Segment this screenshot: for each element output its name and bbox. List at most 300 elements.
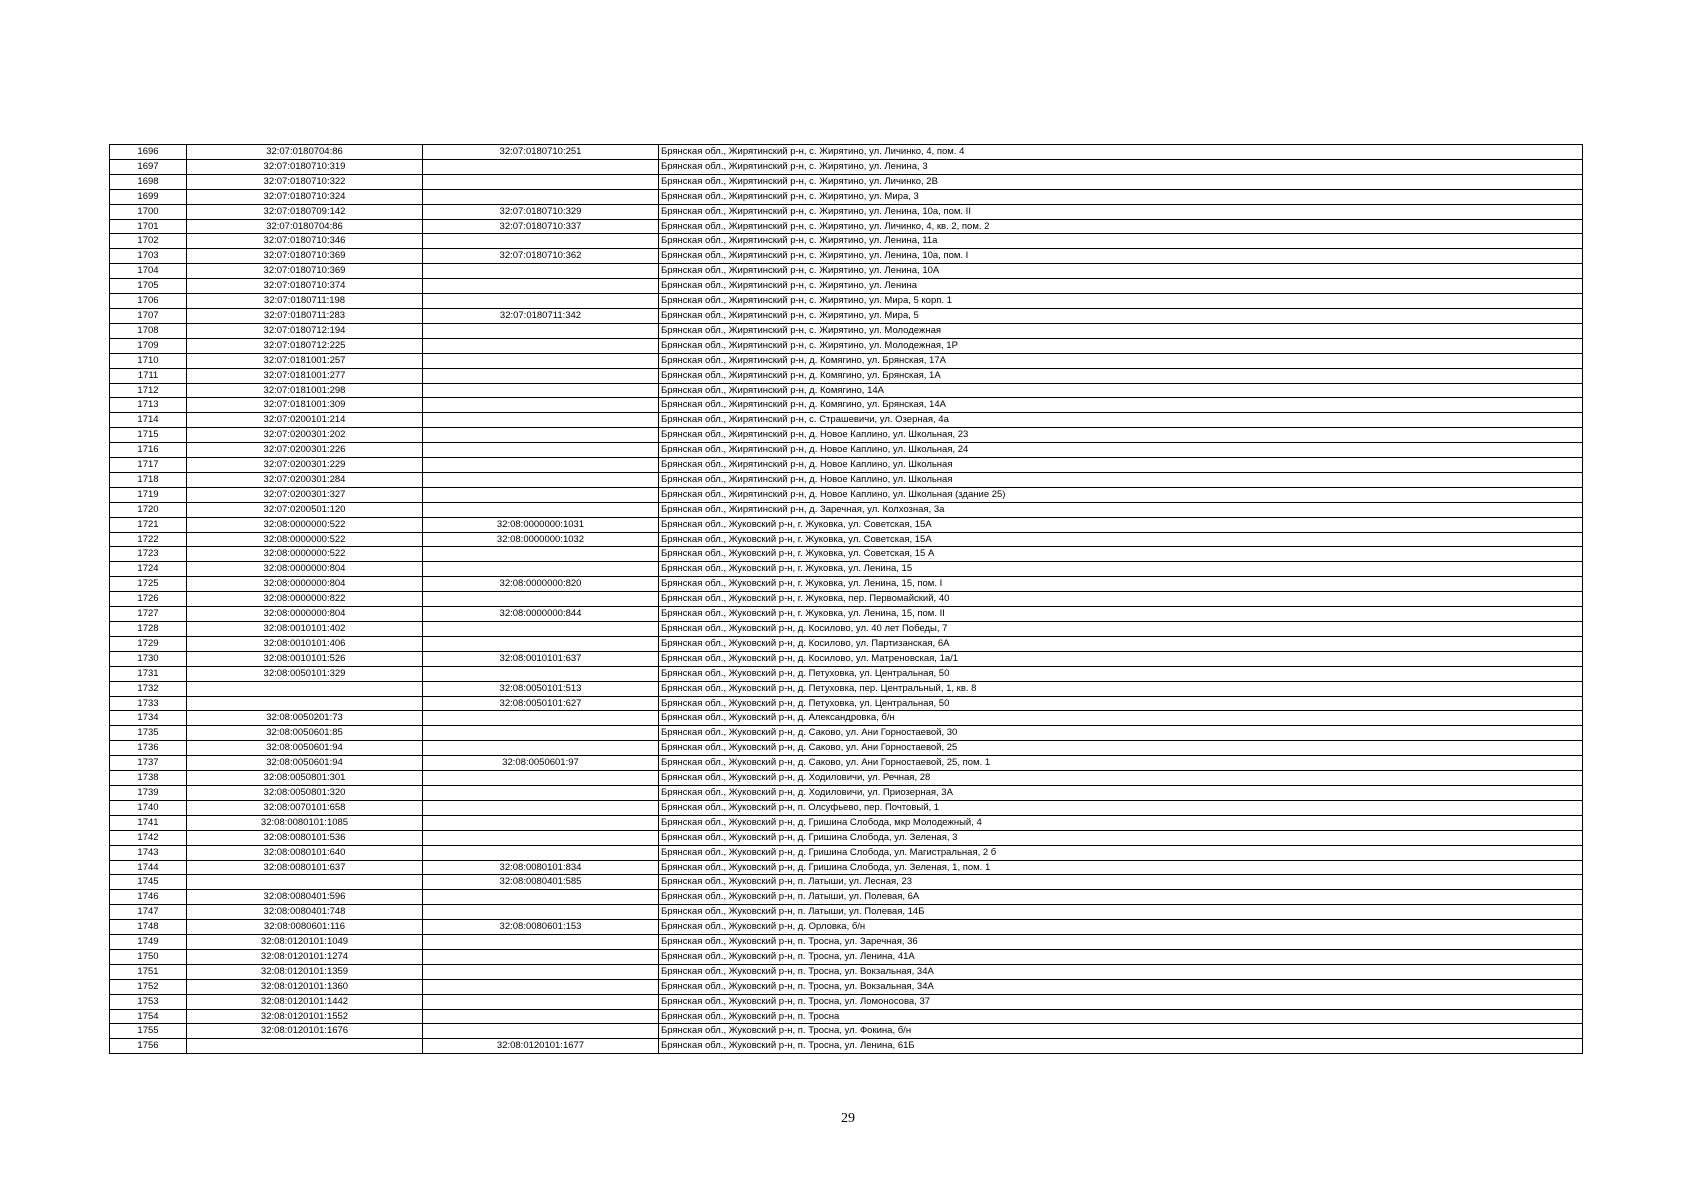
linked-cadastral-number-cell [423, 487, 659, 502]
cadastral-number-cell: 32:08:0000000:804 [187, 577, 423, 592]
table-row [110, 547, 1583, 562]
row-number-cell: 1721 [110, 517, 187, 532]
table-row [110, 1039, 1583, 1054]
table-row [110, 383, 1583, 398]
address-cell: Брянская обл., Жуковский р-н, д. Гришина Слобода, ул. Зеленая, 1, пом. 1 [659, 860, 1583, 875]
address-cell: Брянская обл., Жуковский р-н, п. Латыши, ул. Лесная, 23 [659, 875, 1583, 890]
address-cell: Брянская обл., Жуковский р-н, д. Ходиловичи, ул. Приозерная, 3А [659, 785, 1583, 800]
row-number-cell: 1742 [110, 830, 187, 845]
linked-cadastral-number-cell [423, 338, 659, 353]
cadastral-number-cell: 32:07:0180710:369 [187, 249, 423, 264]
linked-cadastral-number-cell [423, 294, 659, 309]
address-cell: Брянская обл., Жуковский р-н, д. Ходиловичи, ул. Речная, 28 [659, 771, 1583, 786]
address-cell: Брянская обл., Жирятинский р-н, с. Жирятино, ул. Мира, 5 [659, 308, 1583, 323]
cadastral-number-cell: 32:07:0180710:319 [187, 159, 423, 174]
row-number-cell: 1724 [110, 562, 187, 577]
address-cell: Брянская обл., Жирятинский р-н, с. Жирятино, ул. Личинко, 4, пом. 4 [659, 145, 1583, 160]
cadastral-number-cell: 32:07:0180710:369 [187, 264, 423, 279]
linked-cadastral-number-cell [423, 785, 659, 800]
address-cell: Брянская обл., Жуковский р-н, п. Тросна, ул. Ленина, 61Б [659, 1039, 1583, 1054]
cadastral-number-cell: 32:08:0080101:637 [187, 860, 423, 875]
row-number-cell: 1701 [110, 219, 187, 234]
cadastral-number-cell: 32:08:0120101:1360 [187, 979, 423, 994]
row-number-cell: 1735 [110, 726, 187, 741]
cadastral-number-cell: 32:08:0000000:522 [187, 517, 423, 532]
table-row [110, 994, 1583, 1009]
row-number-cell: 1712 [110, 383, 187, 398]
row-number-cell: 1744 [110, 860, 187, 875]
linked-cadastral-number-cell [423, 279, 659, 294]
cadastral-number-cell: 32:08:0120101:1552 [187, 1009, 423, 1024]
address-cell: Брянская обл., Жирятинский р-н, с. Жирятино, ул. Молодежная, 1Р [659, 338, 1583, 353]
address-cell: Брянская обл., Жуковский р-н, п. Латыши, ул. Полевая, 6А [659, 890, 1583, 905]
row-number-cell: 1731 [110, 666, 187, 681]
cadastral-number-cell: 32:08:0000000:804 [187, 607, 423, 622]
cadastral-number-cell: 32:08:0010101:402 [187, 622, 423, 637]
table-row [110, 592, 1583, 607]
cadastral-number-cell: 32:07:0181001:298 [187, 383, 423, 398]
linked-cadastral-number-cell [423, 622, 659, 637]
row-number-cell: 1755 [110, 1024, 187, 1039]
linked-cadastral-number-cell [423, 428, 659, 443]
table-row [110, 905, 1583, 920]
address-cell: Брянская обл., Жирятинский р-н, с. Жирятино, ул. Ленина, 3 [659, 159, 1583, 174]
linked-cadastral-number-cell [423, 189, 659, 204]
address-cell: Брянская обл., Жирятинский р-н, с. Жирятино, ул. Личинко, 4, кв. 2, пом. 2 [659, 219, 1583, 234]
linked-cadastral-number-cell: 32:07:0180710:251 [423, 145, 659, 160]
address-cell: Брянская обл., Жирятинский р-н, с. Жирятино, ул. Ленина, 10а, пом. I [659, 249, 1583, 264]
address-cell: Брянская обл., Жуковский р-н, д. Гришина Слобода, мкр Молодежный, 4 [659, 815, 1583, 830]
cadastral-number-cell: 32:08:0010101:526 [187, 651, 423, 666]
row-number-cell: 1728 [110, 622, 187, 637]
table-row [110, 487, 1583, 502]
row-number-cell: 1706 [110, 294, 187, 309]
row-number-cell: 1751 [110, 964, 187, 979]
linked-cadastral-number-cell [423, 890, 659, 905]
linked-cadastral-number-cell [423, 830, 659, 845]
address-cell: Брянская обл., Жирятинский р-н, д. Новое Каплино, ул. Школьная, 24 [659, 443, 1583, 458]
table-row [110, 353, 1583, 368]
table-row [110, 472, 1583, 487]
cadastral-number-cell: 32:07:0180712:194 [187, 323, 423, 338]
linked-cadastral-number-cell [423, 666, 659, 681]
address-cell: Брянская обл., Жуковский р-н, г. Жуковка, ул. Советская, 15А [659, 517, 1583, 532]
address-cell: Брянская обл., Жирятинский р-н, д. Комягино, 14А [659, 383, 1583, 398]
address-cell: Брянская обл., Жирятинский р-н, с. Жирятино, ул. Личинко, 2В [659, 174, 1583, 189]
table-row [110, 964, 1583, 979]
table-row [110, 636, 1583, 651]
linked-cadastral-number-cell: 32:08:0050101:627 [423, 696, 659, 711]
cadastral-number-cell: 32:08:0050601:85 [187, 726, 423, 741]
address-cell: Брянская обл., Жуковский р-н, г. Жуковка, ул. Советская, 15А [659, 532, 1583, 547]
address-cell: Брянская обл., Жирятинский р-н, с. Жирятино, ул. Ленина [659, 279, 1583, 294]
cadastral-number-cell: 32:07:0200101:214 [187, 413, 423, 428]
linked-cadastral-number-cell: 32:08:0000000:844 [423, 607, 659, 622]
table-row [110, 875, 1583, 890]
row-number-cell: 1722 [110, 532, 187, 547]
address-cell: Брянская обл., Жуковский р-н, г. Жуковка, ул. Советская, 15 А [659, 547, 1583, 562]
linked-cadastral-number-cell [423, 800, 659, 815]
address-cell: Брянская обл., Жуковский р-н, д. Гришина Слобода, ул. Магистральная, 2 б [659, 845, 1583, 860]
cadastral-number-cell: 32:07:0180710:346 [187, 234, 423, 249]
address-cell: Брянская обл., Жуковский р-н, п. Тросна, ул. Ломоносова, 37 [659, 994, 1583, 1009]
cadastral-number-cell: 32:07:0200301:226 [187, 443, 423, 458]
address-cell: Брянская обл., Жирятинский р-н, д. Новое Каплино, ул. Школьная, 23 [659, 428, 1583, 443]
row-number-cell: 1729 [110, 636, 187, 651]
row-number-cell: 1696 [110, 145, 187, 160]
address-cell: Брянская обл., Жуковский р-н, п. Тросна, ул. Вокзальная, 34А [659, 964, 1583, 979]
table-row [110, 711, 1583, 726]
table-row [110, 159, 1583, 174]
address-cell: Брянская обл., Жирятинский р-н, с. Жирятино, ул. Мира, 5 корп. 1 [659, 294, 1583, 309]
address-cell: Брянская обл., Жуковский р-н, г. Жуковка, ул. Ленина, 15, пом. I [659, 577, 1583, 592]
cadastral-number-cell: 32:08:0050801:301 [187, 771, 423, 786]
linked-cadastral-number-cell [423, 711, 659, 726]
cadastral-number-cell: 32:07:0200301:284 [187, 472, 423, 487]
linked-cadastral-number-cell [423, 472, 659, 487]
cadastral-number-cell: 32:08:0080101:536 [187, 830, 423, 845]
row-number-cell: 1739 [110, 785, 187, 800]
linked-cadastral-number-cell [423, 592, 659, 607]
address-cell: Брянская обл., Жуковский р-н, д. Косилово, ул. 40 лет Победы, 7 [659, 622, 1583, 637]
cadastral-number-cell: 32:08:0080101:640 [187, 845, 423, 860]
cadastral-number-cell: 32:08:0070101:658 [187, 800, 423, 815]
linked-cadastral-number-cell [423, 1024, 659, 1039]
linked-cadastral-number-cell [423, 636, 659, 651]
row-number-cell: 1716 [110, 443, 187, 458]
table-row [110, 666, 1583, 681]
linked-cadastral-number-cell [423, 964, 659, 979]
cadastral-number-cell: 32:08:0080101:1085 [187, 815, 423, 830]
row-number-cell: 1715 [110, 428, 187, 443]
address-cell: Брянская обл., Жирятинский р-н, д. Заречная, ул. Колхозная, 3а [659, 502, 1583, 517]
cadastral-number-cell: 32:08:0120101:1676 [187, 1024, 423, 1039]
linked-cadastral-number-cell [423, 368, 659, 383]
row-number-cell: 1717 [110, 458, 187, 473]
address-cell: Брянская обл., Жуковский р-н, д. Петуховка, ул. Центральная, 50 [659, 666, 1583, 681]
cadastral-number-cell: 32:07:0180710:322 [187, 174, 423, 189]
linked-cadastral-number-cell [423, 458, 659, 473]
address-cell: Брянская обл., Жирятинский р-н, с. Страшевичи, ул. Озерная, 4а [659, 413, 1583, 428]
cadastral-number-cell: 32:07:0181001:309 [187, 398, 423, 413]
cadastral-number-cell [187, 696, 423, 711]
address-cell: Брянская обл., Жирятинский р-н, д. Комягино, ул. Брянская, 1А [659, 368, 1583, 383]
row-number-cell: 1743 [110, 845, 187, 860]
table-row [110, 860, 1583, 875]
address-cell: Брянская обл., Жуковский р-н, д. Гришина Слобода, ул. Зеленая, 3 [659, 830, 1583, 845]
linked-cadastral-number-cell [423, 905, 659, 920]
row-number-cell: 1745 [110, 875, 187, 890]
row-number-cell: 1733 [110, 696, 187, 711]
linked-cadastral-number-cell: 32:08:0080101:834 [423, 860, 659, 875]
table-row [110, 681, 1583, 696]
row-number-cell: 1730 [110, 651, 187, 666]
cadastral-number-cell: 32:08:0050101:329 [187, 666, 423, 681]
cadastral-number-cell: 32:07:0200301:202 [187, 428, 423, 443]
cadastral-number-cell: 32:08:0080401:748 [187, 905, 423, 920]
table-row [110, 308, 1583, 323]
row-number-cell: 1754 [110, 1009, 187, 1024]
table-row [110, 249, 1583, 264]
row-number-cell: 1741 [110, 815, 187, 830]
linked-cadastral-number-cell [423, 443, 659, 458]
table-row [110, 323, 1583, 338]
linked-cadastral-number-cell: 32:08:0010101:637 [423, 651, 659, 666]
linked-cadastral-number-cell [423, 949, 659, 964]
linked-cadastral-number-cell: 32:08:0000000:1032 [423, 532, 659, 547]
linked-cadastral-number-cell: 32:08:0050601:97 [423, 756, 659, 771]
table-row [110, 234, 1583, 249]
cadastral-number-cell: 32:08:0000000:822 [187, 592, 423, 607]
address-cell: Брянская обл., Жуковский р-н, г. Жуковка, пер. Первомайский, 40 [659, 592, 1583, 607]
row-number-cell: 1705 [110, 279, 187, 294]
cadastral-number-cell: 32:08:0010101:406 [187, 636, 423, 651]
row-number-cell: 1723 [110, 547, 187, 562]
table-row [110, 145, 1583, 160]
table-row [110, 458, 1583, 473]
row-number-cell: 1725 [110, 577, 187, 592]
cadastral-number-cell [187, 1039, 423, 1054]
address-cell: Брянская обл., Жирятинский р-н, с. Жирятино, ул. Ленина, 10а, пом. II [659, 204, 1583, 219]
row-number-cell: 1727 [110, 607, 187, 622]
table-row [110, 294, 1583, 309]
cadastral-number-cell: 32:08:0080401:596 [187, 890, 423, 905]
table-row [110, 189, 1583, 204]
linked-cadastral-number-cell [423, 815, 659, 830]
table-row [110, 204, 1583, 219]
cadastral-number-cell: 32:08:0000000:522 [187, 547, 423, 562]
address-cell: Брянская обл., Жуковский р-н, д. Саково, ул. Ани Горностаевой, 25, пом. 1 [659, 756, 1583, 771]
linked-cadastral-number-cell [423, 502, 659, 517]
cadastral-number-cell: 32:08:0050801:320 [187, 785, 423, 800]
cadastral-number-cell: 32:07:0180710:374 [187, 279, 423, 294]
table-row [110, 845, 1583, 860]
address-cell: Брянская обл., Жирятинский р-н, с. Жирятино, ул. Мира, 3 [659, 189, 1583, 204]
linked-cadastral-number-cell: 32:08:0000000:1031 [423, 517, 659, 532]
table-row [110, 607, 1583, 622]
table-row [110, 815, 1583, 830]
row-number-cell: 1710 [110, 353, 187, 368]
row-number-cell: 1703 [110, 249, 187, 264]
table-row [110, 785, 1583, 800]
linked-cadastral-number-cell [423, 353, 659, 368]
row-number-cell: 1732 [110, 681, 187, 696]
address-cell: Брянская обл., Жуковский р-н, д. Косилово, ул. Партизанская, 6А [659, 636, 1583, 651]
linked-cadastral-number-cell: 32:07:0180710:329 [423, 204, 659, 219]
row-number-cell: 1750 [110, 949, 187, 964]
address-cell: Брянская обл., Жуковский р-н, п. Тросна, ул. Фокина, б/н [659, 1024, 1583, 1039]
row-number-cell: 1704 [110, 264, 187, 279]
linked-cadastral-number-cell [423, 726, 659, 741]
table-row [110, 428, 1583, 443]
linked-cadastral-number-cell [423, 413, 659, 428]
address-cell: Брянская обл., Жуковский р-н, д. Петуховка, ул. Центральная, 50 [659, 696, 1583, 711]
table-row [110, 830, 1583, 845]
table-row [110, 935, 1583, 950]
linked-cadastral-number-cell: 32:07:0180711:342 [423, 308, 659, 323]
table-row [110, 771, 1583, 786]
row-number-cell: 1753 [110, 994, 187, 1009]
row-number-cell: 1734 [110, 711, 187, 726]
address-cell: Брянская обл., Жуковский р-н, п. Тросна, ул. Заречная, 36 [659, 935, 1583, 950]
table-row [110, 413, 1583, 428]
registry-table [109, 144, 1583, 1054]
address-cell: Брянская обл., Жирятинский р-н, д. Новое Каплино, ул. Школьная [659, 472, 1583, 487]
cadastral-number-cell: 32:07:0180711:198 [187, 294, 423, 309]
table-row [110, 651, 1583, 666]
cadastral-number-cell: 32:08:0120101:1442 [187, 994, 423, 1009]
linked-cadastral-number-cell: 32:08:0120101:1677 [423, 1039, 659, 1054]
table-row [110, 219, 1583, 234]
cadastral-number-cell: 32:08:0120101:1359 [187, 964, 423, 979]
address-cell: Брянская обл., Жуковский р-н, п. Тросна, ул. Ленина, 41А [659, 949, 1583, 964]
linked-cadastral-number-cell: 32:08:0000000:820 [423, 577, 659, 592]
table-row [110, 756, 1583, 771]
address-cell: Брянская обл., Жуковский р-н, п. Латыши, ул. Полевая, 14Б [659, 905, 1583, 920]
cadastral-number-cell: 32:07:0200501:120 [187, 502, 423, 517]
row-number-cell: 1752 [110, 979, 187, 994]
linked-cadastral-number-cell [423, 979, 659, 994]
linked-cadastral-number-cell: 32:07:0180710:337 [423, 219, 659, 234]
row-number-cell: 1697 [110, 159, 187, 174]
address-cell: Брянская обл., Жуковский р-н, п. Тросна, ул. Вокзальная, 34А [659, 979, 1583, 994]
table-row [110, 1024, 1583, 1039]
table-row [110, 696, 1583, 711]
cadastral-number-cell: 32:07:0180704:86 [187, 145, 423, 160]
address-cell: Брянская обл., Жуковский р-н, д. Петуховка, пер. Центральный, 1, кв. 8 [659, 681, 1583, 696]
page-number: 29 [841, 1111, 855, 1126]
row-number-cell: 1707 [110, 308, 187, 323]
table-row [110, 800, 1583, 815]
table-row [110, 174, 1583, 189]
row-number-cell: 1709 [110, 338, 187, 353]
row-number-cell: 1747 [110, 905, 187, 920]
cadastral-number-cell: 32:07:0180704:86 [187, 219, 423, 234]
table-row [110, 279, 1583, 294]
linked-cadastral-number-cell [423, 234, 659, 249]
cadastral-number-cell: 32:08:0120101:1274 [187, 949, 423, 964]
cadastral-number-cell: 32:07:0200301:327 [187, 487, 423, 502]
row-number-cell: 1719 [110, 487, 187, 502]
row-number-cell: 1711 [110, 368, 187, 383]
cadastral-number-cell: 32:07:0181001:277 [187, 368, 423, 383]
table-row [110, 264, 1583, 279]
row-number-cell: 1736 [110, 741, 187, 756]
address-cell: Брянская обл., Жирятинский р-н, д. Комягино, ул. Брянская, 17А [659, 353, 1583, 368]
linked-cadastral-number-cell [423, 174, 659, 189]
cadastral-number-cell: 32:07:0180709:142 [187, 204, 423, 219]
address-cell: Брянская обл., Жуковский р-н, д. Саково, ул. Ани Горностаевой, 30 [659, 726, 1583, 741]
table-row [110, 517, 1583, 532]
cadastral-number-cell: 32:08:0000000:522 [187, 532, 423, 547]
row-number-cell: 1737 [110, 756, 187, 771]
address-cell: Брянская обл., Жуковский р-н, п. Олсуфьево, пер. Почтовый, 1 [659, 800, 1583, 815]
cadastral-number-cell: 32:08:0000000:804 [187, 562, 423, 577]
linked-cadastral-number-cell: 32:08:0080401:585 [423, 875, 659, 890]
linked-cadastral-number-cell [423, 771, 659, 786]
row-number-cell: 1726 [110, 592, 187, 607]
cadastral-number-cell: 32:08:0050601:94 [187, 741, 423, 756]
address-cell: Брянская обл., Жуковский р-н, д. Саково, ул. Ани Горностаевой, 25 [659, 741, 1583, 756]
table-row [110, 741, 1583, 756]
linked-cadastral-number-cell: 32:08:0080601:153 [423, 920, 659, 935]
address-cell: Брянская обл., Жуковский р-н, д. Орловка, б/н [659, 920, 1583, 935]
row-number-cell: 1756 [110, 1039, 187, 1054]
table-row [110, 368, 1583, 383]
row-number-cell: 1714 [110, 413, 187, 428]
cadastral-number-cell: 32:08:0120101:1049 [187, 935, 423, 950]
table-row [110, 622, 1583, 637]
address-cell: Брянская обл., Жуковский р-н, д. Александровка, б/н [659, 711, 1583, 726]
table-row [110, 562, 1583, 577]
table-row [110, 1009, 1583, 1024]
table-row [110, 979, 1583, 994]
address-cell: Брянская обл., Жуковский р-н, п. Тросна [659, 1009, 1583, 1024]
row-number-cell: 1749 [110, 935, 187, 950]
table-row [110, 920, 1583, 935]
linked-cadastral-number-cell [423, 323, 659, 338]
address-cell: Брянская обл., Жуковский р-н, г. Жуковка, ул. Ленина, 15, пом. II [659, 607, 1583, 622]
cadastral-number-cell: 32:08:0050601:94 [187, 756, 423, 771]
linked-cadastral-number-cell [423, 845, 659, 860]
address-cell: Брянская обл., Жуковский р-н, г. Жуковка, ул. Ленина, 15 [659, 562, 1583, 577]
table-row [110, 577, 1583, 592]
cadastral-number-cell: 32:07:0180710:324 [187, 189, 423, 204]
cadastral-number-cell: 32:07:0180711:283 [187, 308, 423, 323]
row-number-cell: 1740 [110, 800, 187, 815]
linked-cadastral-number-cell [423, 935, 659, 950]
row-number-cell: 1748 [110, 920, 187, 935]
address-cell: Брянская обл., Жирятинский р-н, д. Новое Каплино, ул. Школьная [659, 458, 1583, 473]
linked-cadastral-number-cell [423, 398, 659, 413]
cadastral-number-cell: 32:07:0181001:257 [187, 353, 423, 368]
row-number-cell: 1746 [110, 890, 187, 905]
row-number-cell: 1718 [110, 472, 187, 487]
cadastral-number-cell [187, 875, 423, 890]
row-number-cell: 1702 [110, 234, 187, 249]
registry-table-body [110, 145, 1583, 1054]
row-number-cell: 1720 [110, 502, 187, 517]
linked-cadastral-number-cell [423, 741, 659, 756]
table-row [110, 338, 1583, 353]
linked-cadastral-number-cell [423, 547, 659, 562]
cadastral-number-cell: 32:07:0180712:225 [187, 338, 423, 353]
linked-cadastral-number-cell [423, 264, 659, 279]
linked-cadastral-number-cell [423, 159, 659, 174]
linked-cadastral-number-cell [423, 562, 659, 577]
row-number-cell: 1700 [110, 204, 187, 219]
row-number-cell: 1698 [110, 174, 187, 189]
linked-cadastral-number-cell [423, 383, 659, 398]
address-cell: Брянская обл., Жирятинский р-н, с. Жирятино, ул. Ленина, 10А [659, 264, 1583, 279]
table-row [110, 726, 1583, 741]
table-row [110, 532, 1583, 547]
table-row [110, 949, 1583, 964]
cadastral-number-cell: 32:08:0050201:73 [187, 711, 423, 726]
linked-cadastral-number-cell: 32:07:0180710:362 [423, 249, 659, 264]
address-cell: Брянская обл., Жирятинский р-н, д. Комягино, ул. Брянская, 14А [659, 398, 1583, 413]
linked-cadastral-number-cell [423, 1009, 659, 1024]
address-cell: Брянская обл., Жуковский р-н, д. Косилово, ул. Матреновская, 1а/1 [659, 651, 1583, 666]
address-cell: Брянская обл., Жирятинский р-н, д. Новое Каплино, ул. Школьная (здание 25) [659, 487, 1583, 502]
table-row [110, 398, 1583, 413]
cadastral-number-cell [187, 681, 423, 696]
table-row [110, 443, 1583, 458]
cadastral-number-cell: 32:08:0080601:116 [187, 920, 423, 935]
linked-cadastral-number-cell: 32:08:0050101:513 [423, 681, 659, 696]
address-cell: Брянская обл., Жирятинский р-н, с. Жирятино, ул. Молодежная [659, 323, 1583, 338]
cadastral-number-cell: 32:07:0200301:229 [187, 458, 423, 473]
